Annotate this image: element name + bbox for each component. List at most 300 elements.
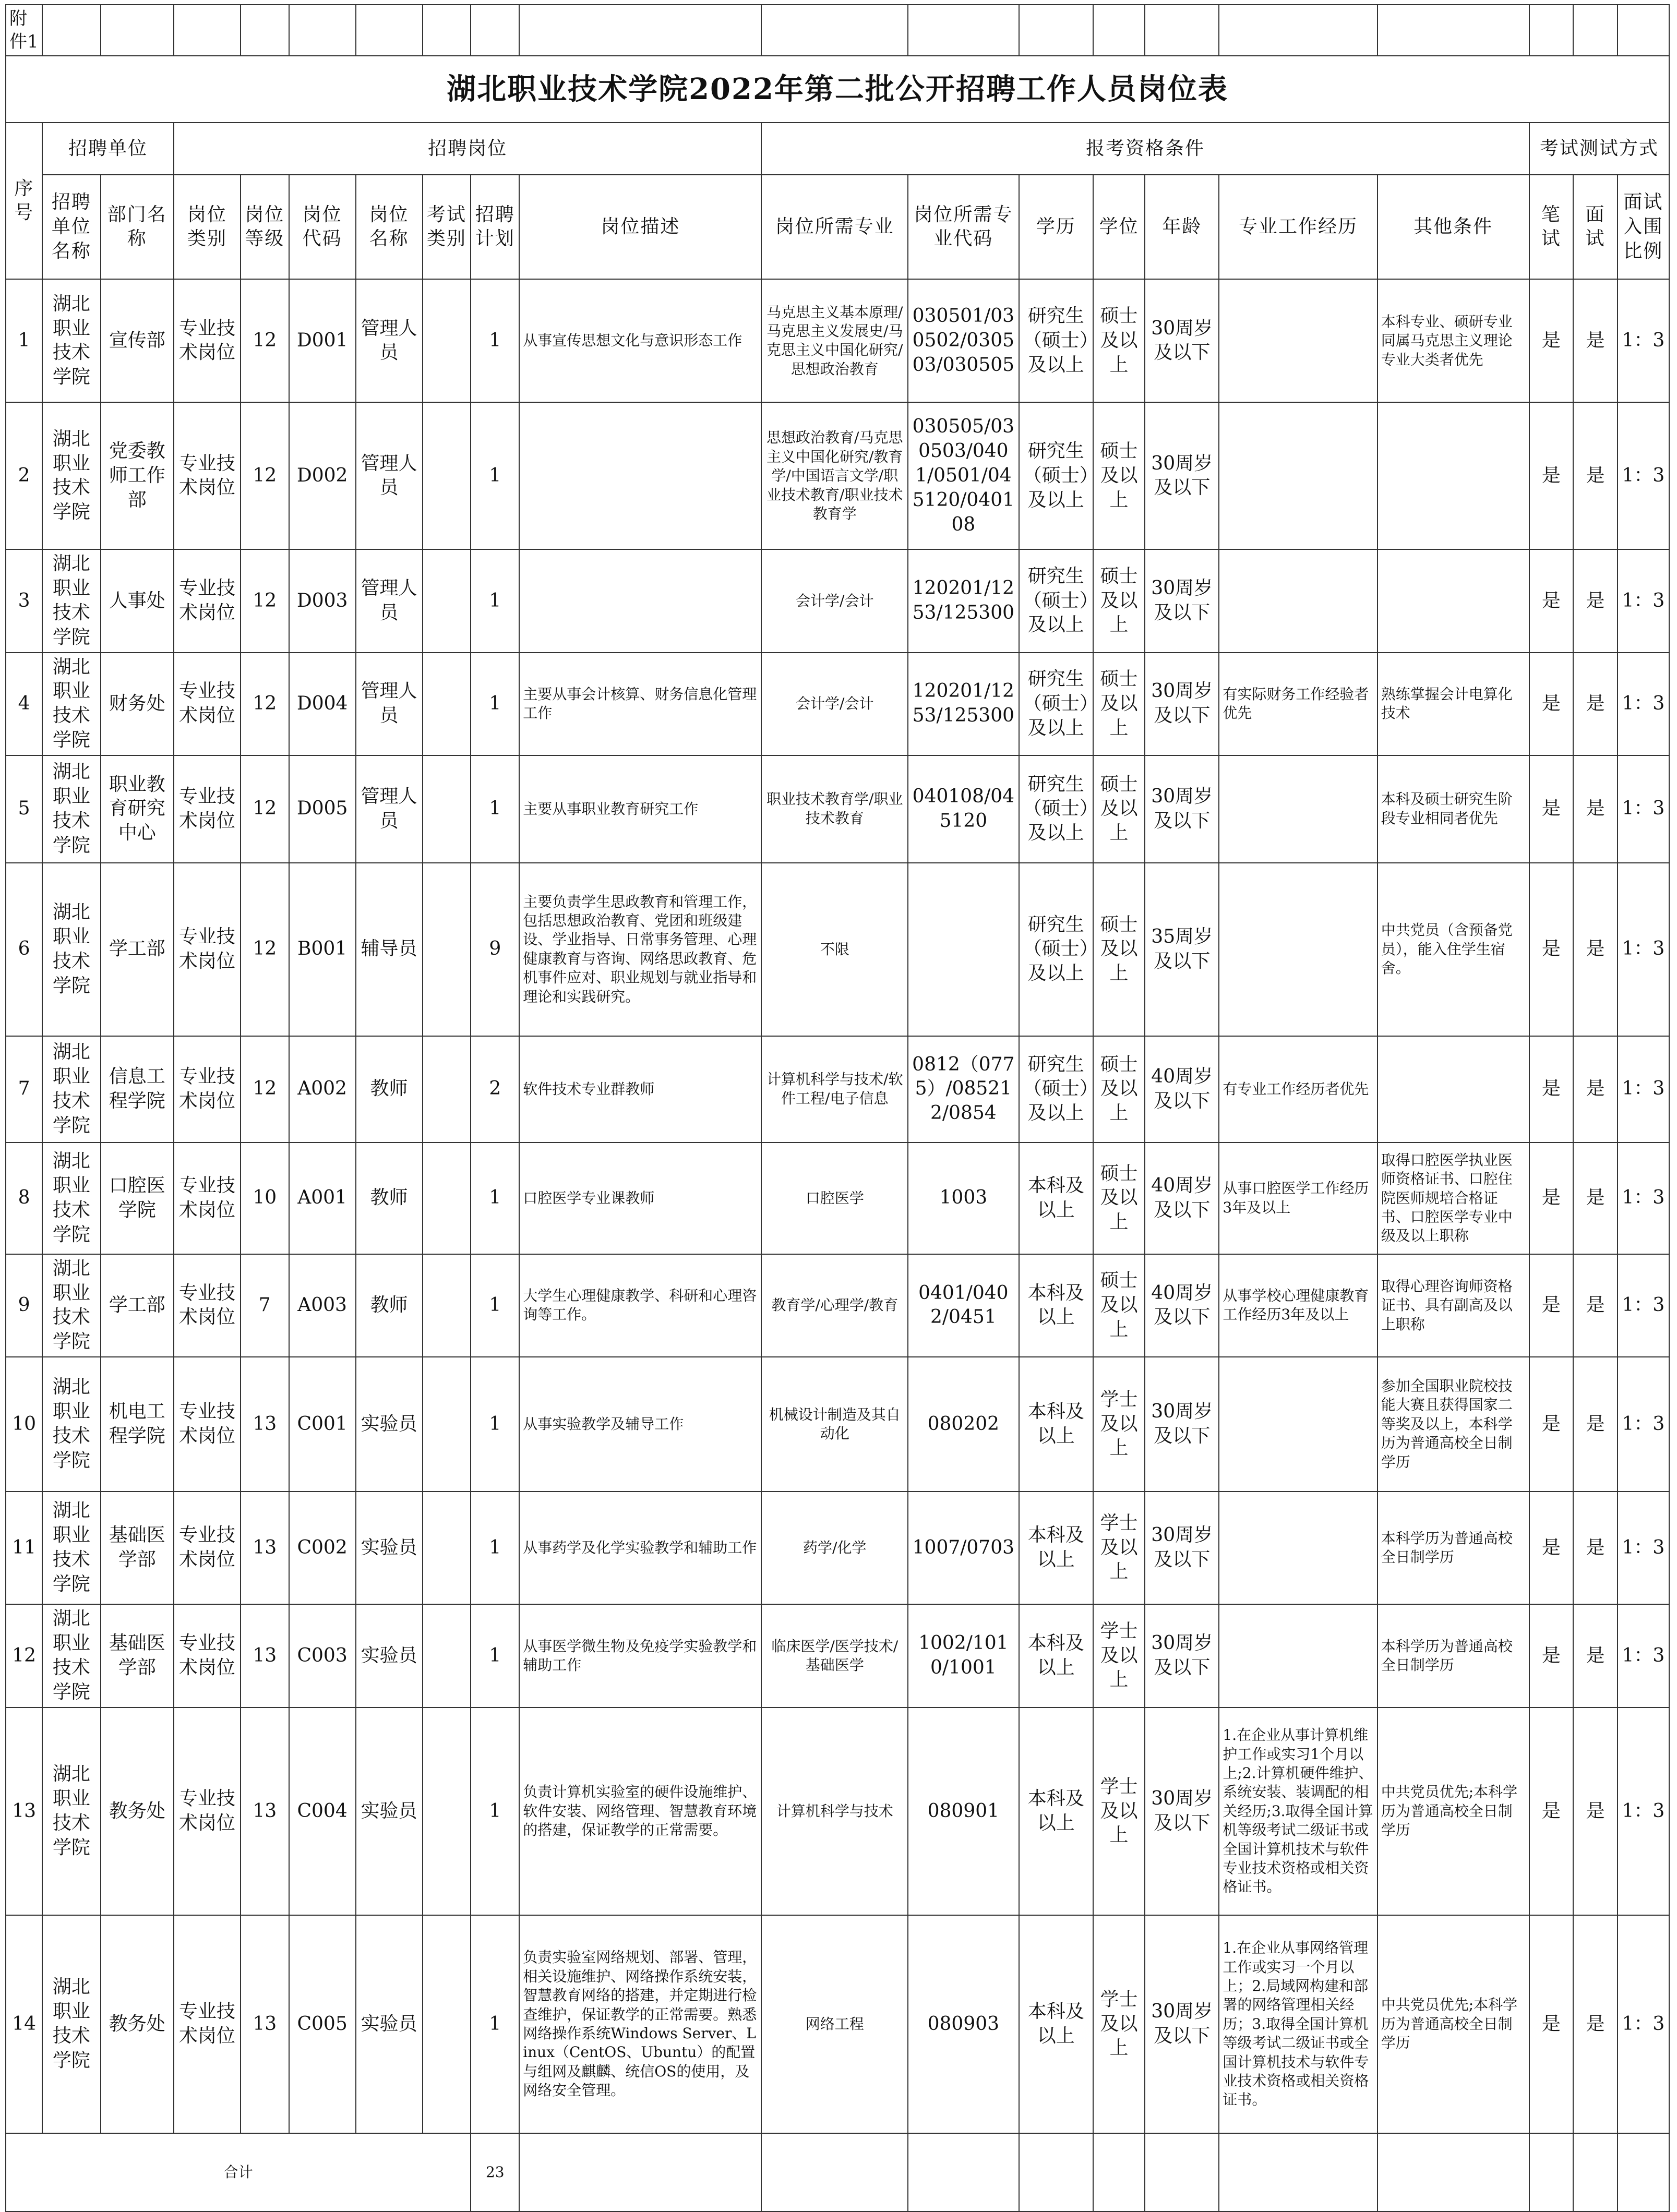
row-degree: 学士及以上 xyxy=(1093,1708,1145,1915)
header-exp: 专业工作经历 xyxy=(1219,175,1377,279)
row-post-type: 专业技术岗位 xyxy=(174,1492,241,1604)
row-interview: 是 xyxy=(1573,653,1618,755)
header-post-name: 岗位名称 xyxy=(356,175,423,279)
row-written: 是 xyxy=(1529,549,1574,652)
row-written: 是 xyxy=(1529,1915,1574,2133)
row-degree: 硕士及以上 xyxy=(1093,1143,1145,1254)
row-desc: 从事药学及化学实验教学和辅助工作 xyxy=(519,1492,761,1604)
row-post-level: 13 xyxy=(241,1708,289,1915)
row-seq: 14 xyxy=(6,1915,42,2133)
row-exam-type xyxy=(423,1254,471,1357)
row-post-level: 7 xyxy=(241,1254,289,1357)
row-other: 熟练掌握会计电算化技术 xyxy=(1377,653,1529,755)
table-row xyxy=(6,1254,1669,1357)
row-desc: 主要从事会计核算、财务信息化管理工作 xyxy=(519,653,761,755)
row-post-level: 12 xyxy=(241,402,289,549)
row-seq: 9 xyxy=(6,1254,42,1357)
row-post-code: D004 xyxy=(289,653,356,755)
row-exp xyxy=(1219,863,1377,1036)
row-dept: 教务处 xyxy=(101,1708,174,1915)
row-major: 口腔医学 xyxy=(761,1143,908,1254)
row-desc xyxy=(519,549,761,652)
row-edu: 研究生（硕士）及以上 xyxy=(1019,279,1093,402)
row-exp: 从事口腔医学工作经历3年及以上 xyxy=(1219,1143,1377,1254)
row-exp: 有实际财务工作经验者优先 xyxy=(1219,653,1377,755)
row-post-level: 12 xyxy=(241,1036,289,1143)
row-other: 参加全国职业院校技能大赛且获得国家二等奖及以上，本科学历为普通高校全日制学历 xyxy=(1377,1357,1529,1492)
empty-cell xyxy=(1019,2133,1093,2211)
header-age: 年龄 xyxy=(1145,175,1219,279)
row-plan: 2 xyxy=(471,1036,519,1143)
row-major-code: 1007/0703 xyxy=(908,1492,1019,1604)
row-post-level: 12 xyxy=(241,279,289,402)
row-major-code: 030501/030502/030503/030505 xyxy=(908,279,1019,402)
row-dept: 职业教育研究中心 xyxy=(101,755,174,863)
header-dept: 部门名称 xyxy=(101,175,174,279)
row-written: 是 xyxy=(1529,279,1574,402)
row-major-code: 080903 xyxy=(908,1915,1019,2133)
row-plan: 1 xyxy=(471,549,519,652)
row-desc: 主要从事职业教育研究工作 xyxy=(519,755,761,863)
row-edu: 研究生（硕士）及以上 xyxy=(1019,863,1093,1036)
row-age: 40周岁及以下 xyxy=(1145,1143,1219,1254)
row-dept: 信息工程学院 xyxy=(101,1036,174,1143)
row-post-name: 实验员 xyxy=(356,1604,423,1708)
row-dept: 宣传部 xyxy=(101,279,174,402)
row-plan: 1 xyxy=(471,1708,519,1915)
row-degree: 硕士及以上 xyxy=(1093,549,1145,652)
table-row xyxy=(6,402,1669,549)
table-row xyxy=(6,279,1669,402)
row-exp: 有专业工作经历者优先 xyxy=(1219,1036,1377,1143)
empty-cell xyxy=(1573,2133,1618,2211)
row-written: 是 xyxy=(1529,755,1574,863)
row-edu: 本科及以上 xyxy=(1019,1708,1093,1915)
row-edu: 研究生（硕士）及以上 xyxy=(1019,755,1093,863)
row-ratio: 1：3 xyxy=(1618,1708,1669,1915)
row-exam-type xyxy=(423,549,471,652)
row-post-level: 12 xyxy=(241,863,289,1036)
row-major-code: 0401/0402/0451 xyxy=(908,1254,1019,1357)
row-exp xyxy=(1219,1604,1377,1708)
row-age: 30周岁及以下 xyxy=(1145,1492,1219,1604)
row-other: 本科学历为普通高校全日制学历 xyxy=(1377,1604,1529,1708)
row-interview: 是 xyxy=(1573,1708,1618,1915)
row-age: 30周岁及以下 xyxy=(1145,755,1219,863)
row-post-code: C003 xyxy=(289,1604,356,1708)
row-written: 是 xyxy=(1529,1036,1574,1143)
table-row xyxy=(6,653,1669,755)
table-row xyxy=(6,1708,1669,1915)
row-plan: 1 xyxy=(471,755,519,863)
row-unit: 湖北职业技术学院 xyxy=(42,1915,100,2133)
row-exp xyxy=(1219,402,1377,549)
row-dept: 学工部 xyxy=(101,1254,174,1357)
row-post-code: D002 xyxy=(289,402,356,549)
row-post-code: A002 xyxy=(289,1036,356,1143)
header-major: 岗位所需专业 xyxy=(761,175,908,279)
row-major: 机械设计制造及其自动化 xyxy=(761,1357,908,1492)
row-post-code: C001 xyxy=(289,1357,356,1492)
row-written: 是 xyxy=(1529,1708,1574,1915)
row-major-code xyxy=(908,863,1019,1036)
row-post-type: 专业技术岗位 xyxy=(174,1143,241,1254)
header-written: 笔试 xyxy=(1529,175,1574,279)
row-degree: 硕士及以上 xyxy=(1093,1036,1145,1143)
total-label: 合计 xyxy=(6,2133,471,2211)
row-other: 中共党员优先;本科学历为普通高校全日制学历 xyxy=(1377,1708,1529,1915)
row-ratio: 1：3 xyxy=(1618,1915,1669,2133)
row-interview: 是 xyxy=(1573,402,1618,549)
row-post-level: 12 xyxy=(241,755,289,863)
header-other: 其他条件 xyxy=(1377,175,1529,279)
header-post-type: 岗位类别 xyxy=(174,175,241,279)
row-post-name: 实验员 xyxy=(356,1708,423,1915)
row-post-name: 管理人员 xyxy=(356,549,423,652)
row-plan: 1 xyxy=(471,1915,519,2133)
row-post-code: A001 xyxy=(289,1143,356,1254)
row-seq: 7 xyxy=(6,1036,42,1143)
header-post-code: 岗位代码 xyxy=(289,175,356,279)
row-interview: 是 xyxy=(1573,1492,1618,1604)
row-other: 本科学历为普通高校全日制学历 xyxy=(1377,1492,1529,1604)
row-age: 30周岁及以下 xyxy=(1145,653,1219,755)
row-major: 教育学/心理学/教育 xyxy=(761,1254,908,1357)
row-exp xyxy=(1219,1492,1377,1604)
row-seq: 5 xyxy=(6,755,42,863)
row-post-type: 专业技术岗位 xyxy=(174,1915,241,2133)
table-row xyxy=(6,1604,1669,1708)
row-dept: 党委教师工作部 xyxy=(101,402,174,549)
empty-cell xyxy=(908,2133,1019,2211)
empty-cell xyxy=(1377,2133,1529,2211)
group-header-exam: 考试测试方式 xyxy=(1529,123,1669,175)
row-exam-type xyxy=(423,1708,471,1915)
row-exam-type xyxy=(423,402,471,549)
row-written: 是 xyxy=(1529,863,1574,1036)
row-age: 40周岁及以下 xyxy=(1145,1254,1219,1357)
row-ratio: 1：3 xyxy=(1618,1357,1669,1492)
row-age: 30周岁及以下 xyxy=(1145,1357,1219,1492)
row-degree: 学士及以上 xyxy=(1093,1357,1145,1492)
row-major: 会计学/会计 xyxy=(761,653,908,755)
row-edu: 研究生（硕士）及以上 xyxy=(1019,653,1093,755)
row-post-type: 专业技术岗位 xyxy=(174,402,241,549)
table-row xyxy=(6,1915,1669,2133)
row-major-code: 080202 xyxy=(908,1357,1019,1492)
row-exam-type xyxy=(423,1357,471,1492)
header-unit-name: 招聘单位名称 xyxy=(42,175,100,279)
row-desc: 从事宣传思想文化与意识形态工作 xyxy=(519,279,761,402)
row-other: 取得口腔医学执业医师资格证书、口腔住院医师规培合格证书、口腔医学专业中级及以上职称 xyxy=(1377,1143,1529,1254)
row-seq: 13 xyxy=(6,1708,42,1915)
row-post-type: 专业技术岗位 xyxy=(174,863,241,1036)
row-written: 是 xyxy=(1529,1357,1574,1492)
header-desc: 岗位描述 xyxy=(519,175,761,279)
row-seq: 10 xyxy=(6,1357,42,1492)
empty-cell xyxy=(1618,2133,1669,2211)
row-written: 是 xyxy=(1529,1492,1574,1604)
row-major-code: 080901 xyxy=(908,1708,1019,1915)
table-row xyxy=(6,755,1669,863)
row-seq: 12 xyxy=(6,1604,42,1708)
header-plan: 招聘计划 xyxy=(471,175,519,279)
row-ratio: 1：3 xyxy=(1618,863,1669,1036)
row-dept: 基础医学部 xyxy=(101,1492,174,1604)
row-exam-type xyxy=(423,1915,471,2133)
table-row xyxy=(6,549,1669,652)
row-major: 不限 xyxy=(761,863,908,1036)
row-exam-type xyxy=(423,1036,471,1143)
row-exam-type xyxy=(423,653,471,755)
row-age: 40周岁及以下 xyxy=(1145,1036,1219,1143)
row-post-code: C005 xyxy=(289,1915,356,2133)
row-dept: 口腔医学院 xyxy=(101,1143,174,1254)
row-major-code: 0812（0775）/085212/0854 xyxy=(908,1036,1019,1143)
row-plan: 1 xyxy=(471,653,519,755)
row-edu: 研究生（硕士）及以上 xyxy=(1019,549,1093,652)
row-major-code: 030505/030503/0401/0501/045120/040108 xyxy=(908,402,1019,549)
row-exp xyxy=(1219,279,1377,402)
table-row xyxy=(6,1036,1669,1143)
row-exp: 1.在企业从事网络管理工作或实习一个月以上；2.局域网构建和部署的网络管理相关经历；3.取得全国计算机等级考试二级证书或全国计算机技术与软件专业技术资格或相关资格证书。 xyxy=(1219,1915,1377,2133)
row-interview: 是 xyxy=(1573,1915,1618,2133)
row-major: 临床医学/医学技术/基础医学 xyxy=(761,1604,908,1708)
row-age: 30周岁及以下 xyxy=(1145,1708,1219,1915)
row-seq: 4 xyxy=(6,653,42,755)
row-degree: 学士及以上 xyxy=(1093,1915,1145,2133)
row-plan: 9 xyxy=(471,863,519,1036)
row-ratio: 1：3 xyxy=(1618,279,1669,402)
row-major: 马克思主义基本原理/马克思主义发展史/马克思主义中国化研究/思想政治教育 xyxy=(761,279,908,402)
row-other: 取得心理咨询师资格证书、具有副高及以上职称 xyxy=(1377,1254,1529,1357)
row-written: 是 xyxy=(1529,1143,1574,1254)
row-seq: 3 xyxy=(6,549,42,652)
row-post-name: 辅导员 xyxy=(356,863,423,1036)
row-post-name: 实验员 xyxy=(356,1492,423,1604)
row-written: 是 xyxy=(1529,402,1574,549)
empty-cell xyxy=(1093,2133,1145,2211)
row-unit: 湖北职业技术学院 xyxy=(42,1604,100,1708)
row-ratio: 1：3 xyxy=(1618,1143,1669,1254)
row-major-code: 1002/1010/1001 xyxy=(908,1604,1019,1708)
row-desc: 软件技术专业群教师 xyxy=(519,1036,761,1143)
row-desc: 口腔医学专业课教师 xyxy=(519,1143,761,1254)
table-row xyxy=(6,1357,1669,1492)
row-seq: 1 xyxy=(6,279,42,402)
header-degree: 学位 xyxy=(1093,175,1145,279)
row-exam-type xyxy=(423,1143,471,1254)
row-degree: 硕士及以上 xyxy=(1093,279,1145,402)
row-post-level: 13 xyxy=(241,1492,289,1604)
page-title: 湖北职业技术学院2022年第二批公开招聘工作人员岗位表 xyxy=(6,56,1669,123)
row-other: 中共党员优先;本科学历为普通高校全日制学历 xyxy=(1377,1915,1529,2133)
empty-cell xyxy=(519,2133,761,2211)
row-interview: 是 xyxy=(1573,1254,1618,1357)
row-desc: 从事医学微生物及免疫学实验教学和辅助工作 xyxy=(519,1604,761,1708)
row-post-code: D001 xyxy=(289,279,356,402)
row-interview: 是 xyxy=(1573,1036,1618,1143)
row-post-code: D003 xyxy=(289,549,356,652)
row-post-level: 10 xyxy=(241,1143,289,1254)
row-edu: 本科及以上 xyxy=(1019,1492,1093,1604)
row-ratio: 1：3 xyxy=(1618,1492,1669,1604)
row-exam-type xyxy=(423,279,471,402)
row-ratio: 1：3 xyxy=(1618,1604,1669,1708)
row-dept: 教务处 xyxy=(101,1915,174,2133)
row-exp: 从事学校心理健康教育工作经历3年及以上 xyxy=(1219,1254,1377,1357)
row-plan: 1 xyxy=(471,279,519,402)
header-major-code: 岗位所需专业代码 xyxy=(908,175,1019,279)
table-row xyxy=(6,863,1669,1036)
row-unit: 湖北职业技术学院 xyxy=(42,1036,100,1143)
row-post-name: 教师 xyxy=(356,1254,423,1357)
row-age: 35周岁及以下 xyxy=(1145,863,1219,1036)
row-seq: 8 xyxy=(6,1143,42,1254)
row-dept: 财务处 xyxy=(101,653,174,755)
row-major: 网络工程 xyxy=(761,1915,908,2133)
row-exam-type xyxy=(423,1492,471,1604)
row-degree: 硕士及以上 xyxy=(1093,1254,1145,1357)
row-post-type: 专业技术岗位 xyxy=(174,1254,241,1357)
row-major: 药学/化学 xyxy=(761,1492,908,1604)
row-other xyxy=(1377,402,1529,549)
row-ratio: 1：3 xyxy=(1618,653,1669,755)
row-plan: 1 xyxy=(471,1254,519,1357)
total-value: 23 xyxy=(471,2133,519,2211)
row-post-name: 教师 xyxy=(356,1036,423,1143)
row-post-level: 13 xyxy=(241,1915,289,2133)
row-interview: 是 xyxy=(1573,863,1618,1036)
empty-cell xyxy=(1145,2133,1219,2211)
row-major: 思想政治教育/马克思主义中国化研究/教育学/中国语言文学/职业技术教育/职业技术教育学 xyxy=(761,402,908,549)
row-unit: 湖北职业技术学院 xyxy=(42,279,100,402)
row-post-type: 专业技术岗位 xyxy=(174,1604,241,1708)
row-plan: 1 xyxy=(471,1357,519,1492)
row-unit: 湖北职业技术学院 xyxy=(42,755,100,863)
row-degree: 硕士及以上 xyxy=(1093,863,1145,1036)
row-age: 30周岁及以下 xyxy=(1145,402,1219,549)
group-header-post: 招聘岗位 xyxy=(174,123,762,175)
row-exam-type xyxy=(423,755,471,863)
row-age: 30周岁及以下 xyxy=(1145,1604,1219,1708)
row-other xyxy=(1377,549,1529,652)
row-unit: 湖北职业技术学院 xyxy=(42,1254,100,1357)
recruitment-table xyxy=(5,4,1670,2212)
row-seq: 11 xyxy=(6,1492,42,1604)
row-major-code: 040108/045120 xyxy=(908,755,1019,863)
row-exp xyxy=(1219,549,1377,652)
row-post-name: 管理人员 xyxy=(356,402,423,549)
row-post-name: 实验员 xyxy=(356,1357,423,1492)
row-ratio: 1：3 xyxy=(1618,1036,1669,1143)
row-exp xyxy=(1219,755,1377,863)
row-interview: 是 xyxy=(1573,1604,1618,1708)
row-desc: 从事实验教学及辅导工作 xyxy=(519,1357,761,1492)
row-plan: 1 xyxy=(471,1492,519,1604)
row-unit: 湖北职业技术学院 xyxy=(42,549,100,652)
row-unit: 湖北职业技术学院 xyxy=(42,1708,100,1915)
row-degree: 学士及以上 xyxy=(1093,1604,1145,1708)
row-interview: 是 xyxy=(1573,755,1618,863)
total-row xyxy=(6,2133,1669,2211)
row-desc: 负责计算机实验室的硬件设施维护、软件安装、网络管理、智慧教育环境的搭建，保证教学的正常需要。 xyxy=(519,1708,761,1915)
row-unit: 湖北职业技术学院 xyxy=(42,1357,100,1492)
row-plan: 1 xyxy=(471,1604,519,1708)
row-post-name: 管理人员 xyxy=(356,279,423,402)
row-post-type: 专业技术岗位 xyxy=(174,755,241,863)
row-degree: 学士及以上 xyxy=(1093,1492,1145,1604)
row-edu: 本科及以上 xyxy=(1019,1915,1093,2133)
row-desc: 大学生心理健康教学、科研和心理咨询等工作。 xyxy=(519,1254,761,1357)
row-unit: 湖北职业技术学院 xyxy=(42,1143,100,1254)
empty-cell xyxy=(1219,2133,1377,2211)
row-seq: 6 xyxy=(6,863,42,1036)
row-post-level: 12 xyxy=(241,549,289,652)
row-seq: 2 xyxy=(6,402,42,549)
row-ratio: 1：3 xyxy=(1618,549,1669,652)
header-edu: 学历 xyxy=(1019,175,1093,279)
row-major: 计算机科学与技术/软件工程/电子信息 xyxy=(761,1036,908,1143)
row-edu: 本科及以上 xyxy=(1019,1604,1093,1708)
empty-cell xyxy=(761,2133,908,2211)
row-unit: 湖北职业技术学院 xyxy=(42,653,100,755)
row-post-type: 专业技术岗位 xyxy=(174,549,241,652)
row-edu: 本科及以上 xyxy=(1019,1254,1093,1357)
header-post-level: 岗位等级 xyxy=(241,175,289,279)
empty-cell xyxy=(1529,2133,1574,2211)
row-interview: 是 xyxy=(1573,549,1618,652)
row-post-name: 教师 xyxy=(356,1143,423,1254)
group-header-qual: 报考资格条件 xyxy=(761,123,1529,175)
row-post-code: A003 xyxy=(289,1254,356,1357)
row-plan: 1 xyxy=(471,1143,519,1254)
row-post-name: 实验员 xyxy=(356,1915,423,2133)
row-unit: 湖北职业技术学院 xyxy=(42,1492,100,1604)
header-ratio: 面试入围比例 xyxy=(1618,175,1669,279)
row-degree: 硕士及以上 xyxy=(1093,755,1145,863)
row-age: 30周岁及以下 xyxy=(1145,549,1219,652)
row-major: 会计学/会计 xyxy=(761,549,908,652)
row-post-name: 管理人员 xyxy=(356,755,423,863)
row-major-code: 120201/1253/125300 xyxy=(908,549,1019,652)
table-row xyxy=(6,1492,1669,1604)
row-dept: 人事处 xyxy=(101,549,174,652)
row-post-type: 专业技术岗位 xyxy=(174,1036,241,1143)
row-other: 本科及硕士研究生阶段专业相同者优先 xyxy=(1377,755,1529,863)
row-desc xyxy=(519,402,761,549)
row-interview: 是 xyxy=(1573,1143,1618,1254)
row-plan: 1 xyxy=(471,402,519,549)
row-post-code: B001 xyxy=(289,863,356,1036)
row-desc: 主要负责学生思政教育和管理工作，包括思想政治教育、党团和班级建设、学业指导、日常事务管理、心理健康教育与咨询、网络思政教育、危机事件应对、职业规划与就业指导和理论和实践研究。 xyxy=(519,863,761,1036)
row-dept: 学工部 xyxy=(101,863,174,1036)
row-post-code: C004 xyxy=(289,1708,356,1915)
row-degree: 硕士及以上 xyxy=(1093,402,1145,549)
row-other xyxy=(1377,1036,1529,1143)
attachment-label: 附件1 xyxy=(6,5,42,56)
row-post-type: 专业技术岗位 xyxy=(174,279,241,402)
row-post-type: 专业技术岗位 xyxy=(174,653,241,755)
row-exam-type xyxy=(423,863,471,1036)
row-written: 是 xyxy=(1529,1254,1574,1357)
row-major: 职业技术教育学/职业技术教育 xyxy=(761,755,908,863)
header-seq: 序号 xyxy=(6,123,42,279)
row-other: 本科专业、硕研专业同属马克思主义理论专业大类者优先 xyxy=(1377,279,1529,402)
row-edu: 研究生（硕士）及以上 xyxy=(1019,402,1093,549)
row-ratio: 1：3 xyxy=(1618,402,1669,549)
row-major: 计算机科学与技术 xyxy=(761,1708,908,1915)
